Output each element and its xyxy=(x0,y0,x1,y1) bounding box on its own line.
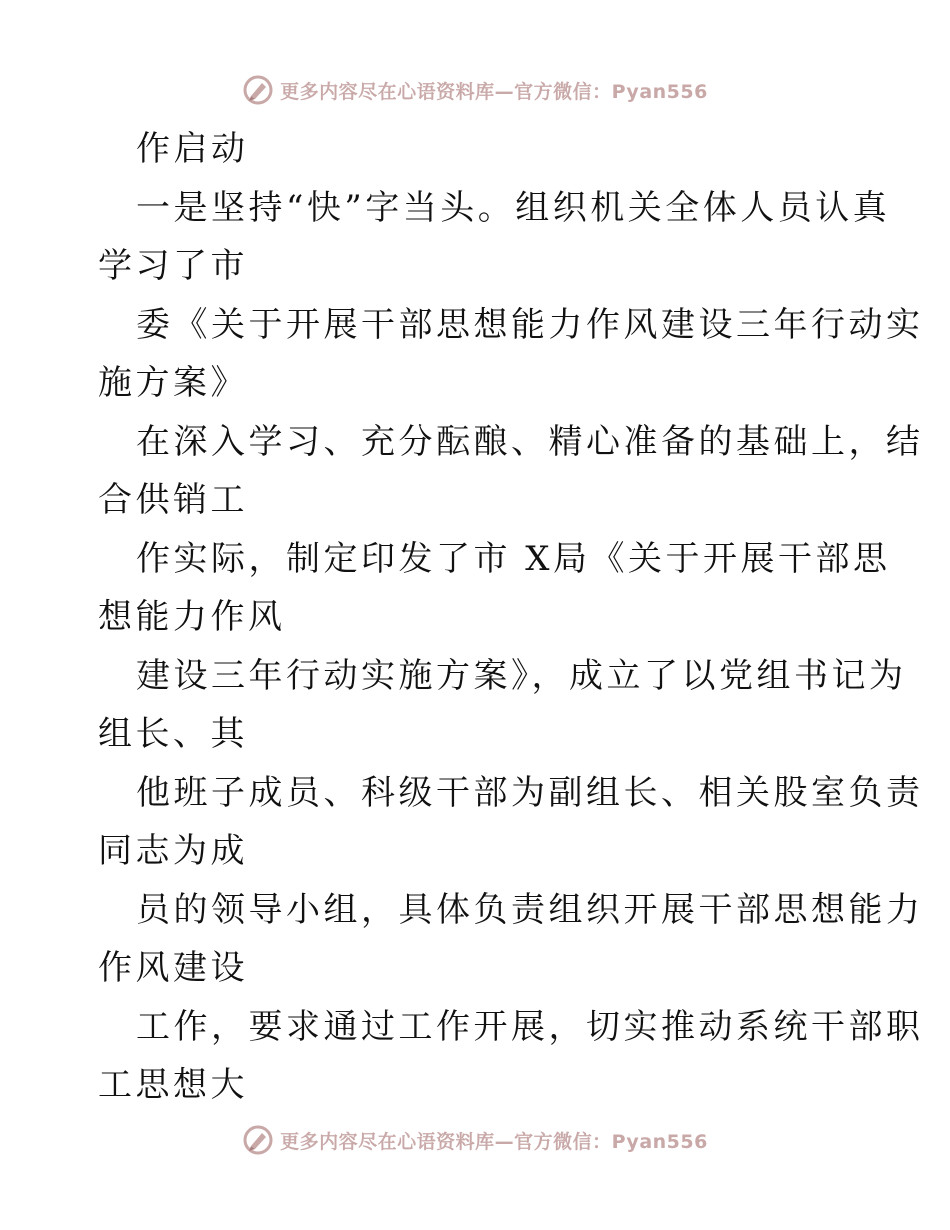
text-line: 委《关于开展干部思想能力作风建设三年行动实 xyxy=(136,304,924,345)
text-line: 一是坚持“快”字当头。组织机关全体人员认真 xyxy=(136,187,891,228)
text-line: 作风建设 xyxy=(98,948,248,988)
pen-logo-icon xyxy=(242,74,274,106)
text-line: 作启动 xyxy=(136,129,249,169)
text-line: 他班子成员、科级干部为副组长、相关股室负责 xyxy=(136,772,924,813)
text-line: 同志为成 xyxy=(98,831,248,871)
watermark-text: 更多内容尽在心语资料库—官方微信：Pyan556 xyxy=(280,80,708,103)
text-line: 工作，要求通过工作开展，切实推动系统干部职 xyxy=(136,1006,924,1047)
text-line: 工思想大 xyxy=(98,1065,248,1105)
text-line: 合供销工 xyxy=(98,480,248,520)
pen-logo-icon xyxy=(242,1124,274,1156)
text-line: 组长、其 xyxy=(98,714,248,754)
text-line: 员的领导小组，具体负责组织开展干部思想能力 xyxy=(136,889,924,930)
text-line: 想能力作风 xyxy=(98,597,286,637)
text-line: 作实际，制定印发了市 X局《关于开展干部思 xyxy=(136,538,891,579)
text-line: 在深入学习、充分酝酿、精心准备的基础上，结 xyxy=(136,421,924,462)
watermark-footer xyxy=(0,1120,950,1160)
watermark-text: 更多内容尽在心语资料库—官方微信：Pyan556 xyxy=(280,1130,708,1153)
text-line: 学习了市 xyxy=(98,246,248,286)
text-line: 建设三年行动实施方案》，成立了以党组书记为 xyxy=(136,655,907,696)
text-line: 施方案》 xyxy=(98,363,248,403)
watermark-header xyxy=(0,70,950,110)
document-body xyxy=(98,120,924,1115)
